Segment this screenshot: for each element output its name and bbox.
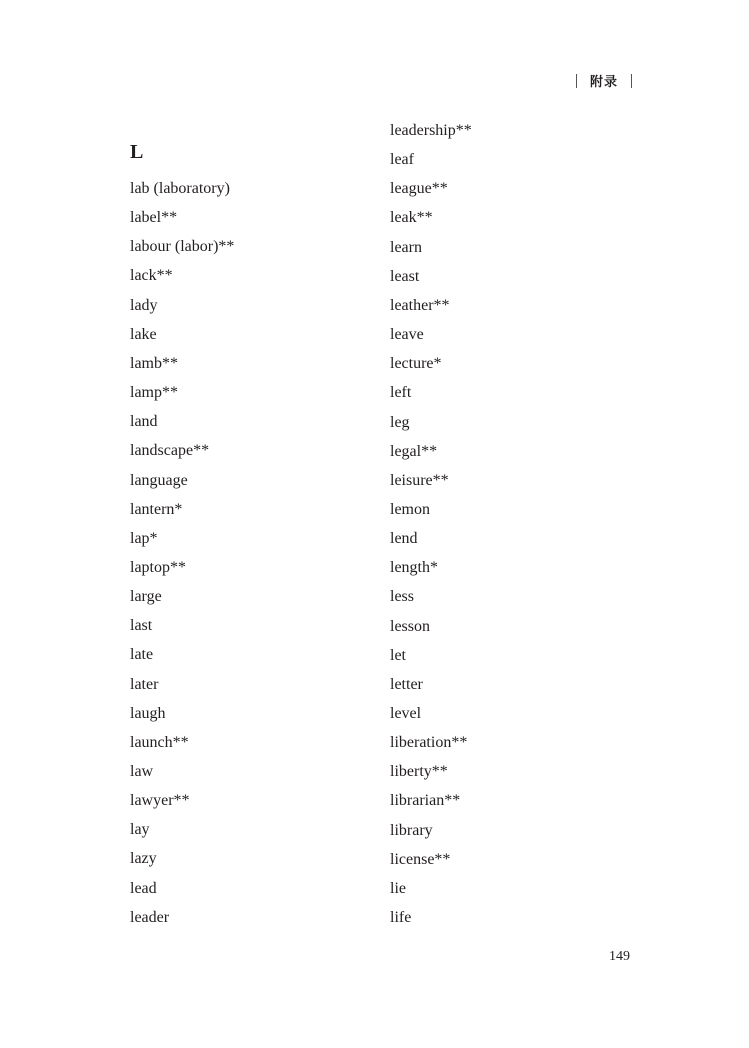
word-entry: lend <box>390 530 418 548</box>
word-entry: life <box>390 909 412 927</box>
word-entry: label** <box>130 209 178 227</box>
word-entry: length* <box>390 559 438 577</box>
header-section-title: 附录 <box>589 75 618 90</box>
word-entry: liberation** <box>390 734 468 752</box>
word-entry: launch** <box>130 733 189 751</box>
word-entry: lie <box>390 879 406 897</box>
word-entry: lamp** <box>130 384 178 402</box>
word-entry: laptop** <box>130 558 186 576</box>
page-number: 149 <box>609 949 630 964</box>
word-entry: language <box>130 471 188 489</box>
word-entry: learn <box>390 238 422 256</box>
word-entry: leather** <box>390 296 450 314</box>
header-divider-right <box>631 74 632 88</box>
word-entry: leader <box>130 908 170 926</box>
word-entry: last <box>130 617 153 635</box>
word-entry: liberty** <box>390 763 448 781</box>
word-entry: lake <box>130 325 157 343</box>
word-entry: leadership** <box>390 122 472 139</box>
word-entry: lemon <box>390 500 430 518</box>
word-entry: lay <box>130 821 150 839</box>
word-entry: late <box>130 646 154 664</box>
word-entry: leg <box>390 413 410 431</box>
word-entry: license** <box>390 850 451 868</box>
word-entry: league** <box>390 180 448 198</box>
word-entry: lead <box>130 879 157 897</box>
word-entry: lady <box>130 296 158 314</box>
word-entry: lack** <box>130 267 173 285</box>
word-entry: laugh <box>130 704 166 722</box>
word-entry: law <box>130 763 154 780</box>
word-entry: less <box>390 588 414 606</box>
word-entry: letter <box>390 675 423 693</box>
word-entry: lesson <box>390 617 430 635</box>
word-entry: lap* <box>130 529 158 547</box>
word-entry: left <box>390 384 412 402</box>
word-entry: land <box>130 413 158 431</box>
running-header <box>576 71 632 90</box>
word-entry: let <box>390 646 406 664</box>
word-entry: lecture* <box>390 355 442 373</box>
word-entry: lazy <box>130 850 157 868</box>
word-entry: level <box>390 705 422 722</box>
word-entry: leisure** <box>390 471 449 489</box>
word-entry: lantern* <box>130 500 183 518</box>
word-entry: leak** <box>390 209 433 227</box>
word-entry: lamb** <box>130 354 178 372</box>
word-entry: lab (laboratory) <box>130 180 230 197</box>
word-entry: librarian** <box>390 792 461 810</box>
word-entry: leave <box>390 326 424 344</box>
word-entry: labour (labor)** <box>130 238 235 256</box>
word-entry: library <box>390 821 433 839</box>
word-entry: least <box>390 267 420 285</box>
word-entry: leaf <box>390 151 414 169</box>
word-entry: legal** <box>390 442 438 460</box>
word-entry: landscape** <box>130 442 210 460</box>
word-entry: later <box>130 675 159 693</box>
word-entry: lawyer** <box>130 792 190 810</box>
letter-heading: L <box>130 141 144 163</box>
word-entry: large <box>130 588 162 606</box>
